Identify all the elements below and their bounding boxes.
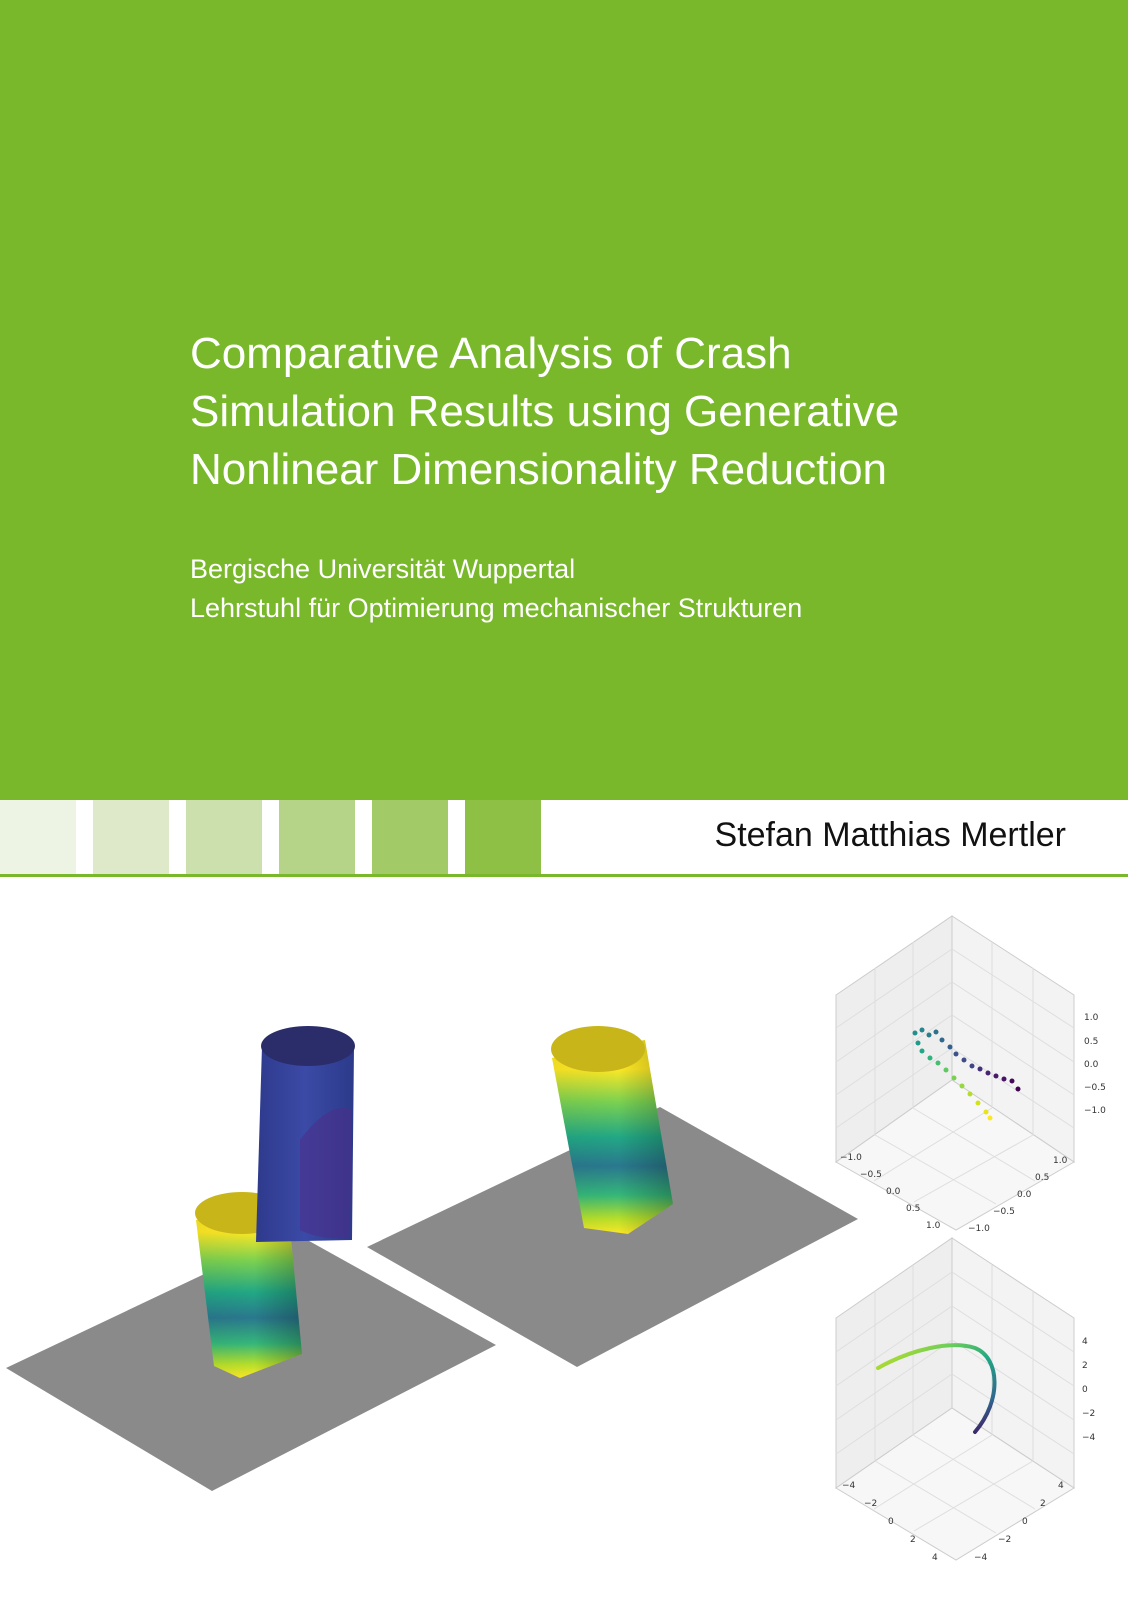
strip-block-6 xyxy=(465,800,541,874)
strip-block-1 xyxy=(0,800,76,874)
plot-top-y-tick-2: 0.5 xyxy=(1035,1173,1050,1183)
plot-bottom-y-tick-3: 0 xyxy=(1022,1517,1028,1527)
plot-bottom-z-tick-4: −2 xyxy=(1082,1409,1096,1419)
book-title-line-3: Nonlinear Dimensionality Reduction xyxy=(190,445,888,494)
affiliation xyxy=(190,550,802,628)
plot-bottom-z-tick-3: 0 xyxy=(1082,1385,1088,1395)
plot-top-x-tick-3: 0.0 xyxy=(886,1187,901,1197)
plot-top-x-tick-2: −0.5 xyxy=(860,1170,882,1180)
plot-bottom-z-tick-2: 2 xyxy=(1082,1361,1088,1371)
book-title-line-1: Comparative Analysis of Crash xyxy=(190,329,792,378)
plot-top-y-tick-4: −0.5 xyxy=(993,1207,1015,1217)
strip-block-3 xyxy=(186,800,262,874)
plot-top-x-tick-4: 0.5 xyxy=(906,1204,921,1214)
plot-bottom-z-tick-1: 4 xyxy=(1082,1337,1088,1347)
university-name: Bergische Universität Wuppertal xyxy=(190,554,576,584)
plot-top-z-tick-3: 0.0 xyxy=(1084,1060,1099,1070)
plot-top-y-tick-1: 1.0 xyxy=(1053,1156,1068,1166)
plot-bottom-y-tick-5: −4 xyxy=(974,1553,988,1563)
plot-bottom-x-tick-3: 0 xyxy=(888,1517,894,1527)
plot-bottom-z-tick-5: −4 xyxy=(1082,1433,1096,1443)
strip-block-4 xyxy=(279,800,355,874)
plot-bottom-x-tick-5: 4 xyxy=(932,1553,938,1563)
plot-bottom-y-tick-1: 4 xyxy=(1058,1481,1064,1491)
latent-curve-plot-3d xyxy=(836,1238,1096,1563)
latent-scatter-plot-3d xyxy=(836,916,1106,1234)
plot-bottom-x-tick-4: 2 xyxy=(910,1535,916,1545)
plot-bottom-y-tick-2: 2 xyxy=(1040,1499,1046,1509)
plot-top-z-tick-1: 1.0 xyxy=(1084,1013,1099,1023)
strip-block-5 xyxy=(372,800,448,874)
plot-top-y-tick-5: −1.0 xyxy=(968,1224,990,1234)
plot-top-z-tick-4: −0.5 xyxy=(1084,1083,1106,1093)
chair-name: Lehrstuhl für Optimierung mechanischer Strukturen xyxy=(190,593,803,623)
plot-top-x-tick-1: −1.0 xyxy=(840,1153,862,1163)
author-name: Stefan Matthias Mertler xyxy=(714,816,1066,854)
plot-bottom-x-tick-2: −2 xyxy=(864,1499,878,1509)
plot-top-y-tick-3: 0.0 xyxy=(1017,1190,1032,1200)
plot-bottom-x-tick-1: −4 xyxy=(842,1481,856,1491)
impactor-top xyxy=(261,1026,355,1066)
right-cylinder-top xyxy=(551,1026,645,1072)
book-title xyxy=(190,325,1070,499)
plot-top-z-tick-5: −1.0 xyxy=(1084,1106,1106,1116)
strip-block-2 xyxy=(93,800,169,874)
plot-top-z-tick-2: 0.5 xyxy=(1084,1037,1099,1047)
crash-simulation-illustration xyxy=(0,877,1128,1600)
plot-top-x-tick-5: 1.0 xyxy=(926,1221,941,1231)
book-title-line-2: Simulation Results using Generative xyxy=(190,387,900,436)
plot-bottom-y-tick-4: −2 xyxy=(998,1535,1012,1545)
